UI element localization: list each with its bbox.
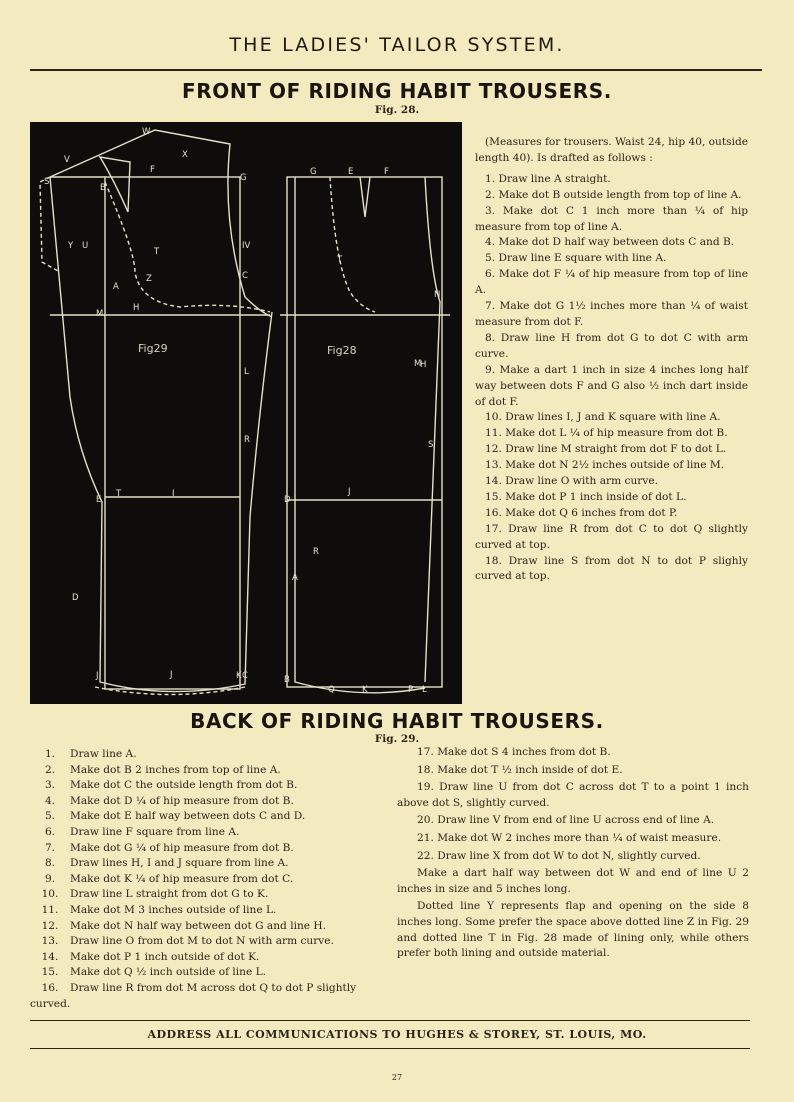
- step-number: 12.: [41, 919, 59, 932]
- back-step: [30, 763, 390, 779]
- front-step: 16. Make dot Q 6 inches from dot P.: [485, 506, 678, 519]
- back-step: [30, 825, 390, 841]
- back-note-flap: Dotted line Y represents flap and opening on the side 8 inches long. Some prefer the space above dotted line Z in Fig. 29 and dotted line T in Fig. 28 made of lining only, while others prefer both lining and outside material.: [397, 900, 749, 960]
- draft-letter: M: [96, 309, 104, 319]
- fig29-plate-label: Fig29: [138, 342, 168, 355]
- back-step: [30, 919, 390, 935]
- step-text: Draw line A.: [70, 748, 137, 760]
- draft-letter: R: [313, 547, 319, 557]
- draft-letter: U: [82, 241, 89, 251]
- front-step-list: [475, 172, 748, 586]
- footer-address: ADDRESS ALL COMMUNICATIONS TO HUGHES & STOREY, ST. LOUIS, MO.: [147, 1028, 647, 1041]
- step-text: Make dot D ¼ of hip measure from dot B.: [70, 794, 294, 807]
- fig28-plate-label: Fig28: [327, 344, 357, 357]
- draft-letter: A: [113, 282, 119, 292]
- step-number: 15.: [41, 966, 59, 979]
- front-step: 9. Make a dart 1 inch in size 4 inches long half way between dots F and G also ½ inch dart inside of dot F.: [475, 363, 748, 408]
- step-number: 11.: [41, 903, 59, 916]
- draft-letter: H: [420, 360, 427, 370]
- draft-letter: D: [72, 593, 79, 603]
- step-text: Make dot N half way between dot G and line H.: [70, 919, 327, 932]
- step-text: Make dot G ¼ of hip measure from dot B.: [70, 841, 294, 854]
- front-step: 8. Draw line H from dot G to dot C with arm curve.: [475, 331, 748, 360]
- step-text: Make dot E half way between dots C and D.: [70, 810, 306, 823]
- step-text: Make dot K ¼ of hip measure from dot C.: [70, 872, 294, 885]
- step-number: 10.: [41, 888, 59, 901]
- back-step-16: [30, 981, 390, 1012]
- back-step: [30, 841, 390, 857]
- footer-rule-top: [30, 1020, 750, 1021]
- draft-letter: S: [428, 440, 434, 450]
- step-number: 9.: [44, 872, 56, 885]
- step-text: Make dot B 2 inches from top of line A.: [70, 763, 281, 776]
- step-text: Draw line R from dot M across dot Q to dot P slightly curved.: [30, 981, 357, 1010]
- step-number: 8.: [44, 857, 56, 870]
- front-step: 17. Draw line R from dot C to dot Q slightly curved at top.: [475, 522, 748, 551]
- back-step: [30, 887, 390, 903]
- back-step: [30, 809, 390, 825]
- draft-letter: B: [284, 675, 290, 685]
- draft-letter: K: [236, 671, 242, 681]
- back-step: 19. Draw line U from dot C across dot T to a point 1 inch above dot S, slightly curved.: [397, 781, 749, 809]
- back-step: 22. Draw line X from dot W to dot N, slightly curved.: [417, 849, 701, 862]
- back-step: [30, 872, 390, 888]
- back-step: [30, 747, 390, 763]
- step-text: Make dot C the outside length from dot B.: [70, 779, 298, 792]
- front-step: 13. Make dot N 2½ inches outside of line M.: [485, 459, 725, 472]
- draft-letter: Q: [328, 685, 335, 695]
- page-number: 27: [391, 1073, 403, 1082]
- step-number: 3.: [44, 779, 56, 792]
- step-number: 16.: [41, 981, 59, 994]
- back-step: 21. Make dot W 2 inches more than ¼ of waist measure.: [417, 831, 722, 844]
- front-step: 6. Make dot F ¼ of hip measure from top of line A.: [475, 268, 748, 297]
- draft-letter: N: [434, 290, 441, 300]
- front-instructions: [475, 135, 748, 585]
- front-step: 7. Make dot G 1½ inches more than ¼ of waist measure from dot F.: [475, 300, 748, 328]
- draft-letter: X: [182, 150, 188, 160]
- step-text: Make dot M 3 inches outside of line L.: [70, 903, 277, 916]
- draft-letter: B: [100, 183, 106, 193]
- step-number: 1.: [44, 748, 56, 760]
- draft-letter: IV: [242, 241, 251, 251]
- back-step: [30, 950, 390, 966]
- step-text: Draw line O from dot M to dot N with arm curve.: [70, 935, 334, 948]
- step-number: 2.: [44, 763, 56, 776]
- draft-letter: A: [292, 573, 298, 583]
- draft-letter: T: [116, 489, 122, 499]
- draft-letter: F: [384, 167, 389, 177]
- front-step: 1. Draw line A straight.: [485, 172, 611, 185]
- draft-letter: J: [348, 487, 351, 497]
- front-step: 12. Draw line M straight from dot F to dot L.: [485, 443, 727, 456]
- front-step: 10. Draw lines I, J and K square with line A.: [485, 411, 721, 424]
- back-step: 17. Make dot S 4 inches from dot B.: [417, 746, 611, 758]
- back-step: [30, 903, 390, 919]
- draft-letter: J: [96, 671, 99, 681]
- draft-letter: D: [284, 495, 291, 505]
- back-step: [30, 778, 390, 794]
- front-step: 15. Make dot P 1 inch inside of dot L.: [485, 490, 687, 503]
- draft-letter: E: [96, 495, 102, 505]
- draft-letter: J: [170, 670, 173, 680]
- back-step: [30, 856, 390, 872]
- footer-rule-bottom: [30, 1048, 750, 1049]
- step-text: Draw line L straight from dot G to K.: [70, 888, 269, 901]
- front-title: FRONT OF RIDING HABIT TROUSERS.: [182, 79, 612, 103]
- back-step: [30, 965, 390, 981]
- front-step: 2. Make dot B outside length from top of line A.: [485, 188, 742, 201]
- back-steps-right: [397, 745, 749, 964]
- back-step: 18. Make dot T ½ inch inside of dot E.: [417, 763, 623, 776]
- draft-letter: P: [408, 685, 414, 695]
- draft-letter: T: [154, 247, 160, 257]
- draft-letter: M: [414, 359, 422, 369]
- back-step: 20. Draw line V from end of line U across end of line A.: [417, 814, 715, 827]
- draft-letter: T: [337, 255, 343, 265]
- back-note-dart: Make a dart half way between dot W and end of line U 2 inches in size and 5 inches long.: [397, 867, 749, 895]
- step-number: 6.: [44, 825, 56, 838]
- step-number: 4.: [44, 794, 56, 807]
- draft-letter: L: [244, 367, 249, 377]
- back-step: [30, 934, 390, 950]
- front-step: 3. Make dot C 1 inch more than ¼ of hip measure from top of line A.: [475, 204, 748, 233]
- step-number: 14.: [41, 950, 59, 963]
- back-steps-left: [30, 747, 390, 1012]
- front-step: 18. Draw line S from dot N to dot P slighly curved at top.: [475, 554, 748, 583]
- step-number: 7.: [44, 841, 56, 854]
- front-step: 11. Make dot L ¼ of hip measure from dot B.: [485, 427, 728, 440]
- draft-letter: I: [172, 489, 175, 499]
- step-text: Make dot P 1 inch outside of dot K.: [70, 950, 260, 963]
- draft-letter: C: [242, 671, 248, 681]
- draft-letter: H: [133, 303, 140, 313]
- front-step: 14. Draw line O with arm curve.: [485, 475, 658, 488]
- draft-letter: G: [310, 167, 317, 177]
- draft-letter: Y: [68, 241, 74, 251]
- draft-letter: K: [362, 685, 368, 695]
- draft-letter: S: [44, 177, 50, 187]
- draft-letter: R: [244, 435, 250, 445]
- draft-letter: F: [150, 165, 155, 175]
- back-title: BACK OF RIDING HABIT TROUSERS.: [190, 709, 604, 733]
- front-step: 4. Make dot D half way between dots C and B.: [485, 236, 735, 249]
- draft-letter: G: [240, 173, 247, 183]
- draft-letter: W: [142, 127, 151, 137]
- pattern-plate: [30, 122, 462, 704]
- draft-letter: L: [422, 685, 427, 695]
- step-number: 5.: [44, 810, 56, 823]
- header-rule: [30, 69, 762, 71]
- draft-letter: V: [64, 155, 70, 165]
- front-intro: (Measures for trousers. Waist 24, hip 40, outside length 40). Is drafted as follows :: [475, 136, 749, 164]
- running-head: THE LADIES' TAILOR SYSTEM.: [229, 34, 565, 56]
- draft-letter: E: [348, 167, 354, 177]
- draft-letter: Z: [146, 274, 152, 284]
- fig28-caption: Fig. 28.: [374, 104, 420, 116]
- front-step: 5. Draw line E square with line A.: [485, 252, 667, 265]
- step-text: Draw line F square from line A.: [70, 825, 240, 838]
- step-text: Draw lines H, I and J square from line A.: [70, 857, 289, 870]
- fig29-caption: Fig. 29.: [374, 733, 420, 745]
- step-text: Make dot Q ½ inch outside of line L.: [70, 966, 267, 979]
- draft-letter: C: [242, 271, 248, 281]
- step-number: 13.: [41, 935, 59, 948]
- back-step: [30, 794, 390, 810]
